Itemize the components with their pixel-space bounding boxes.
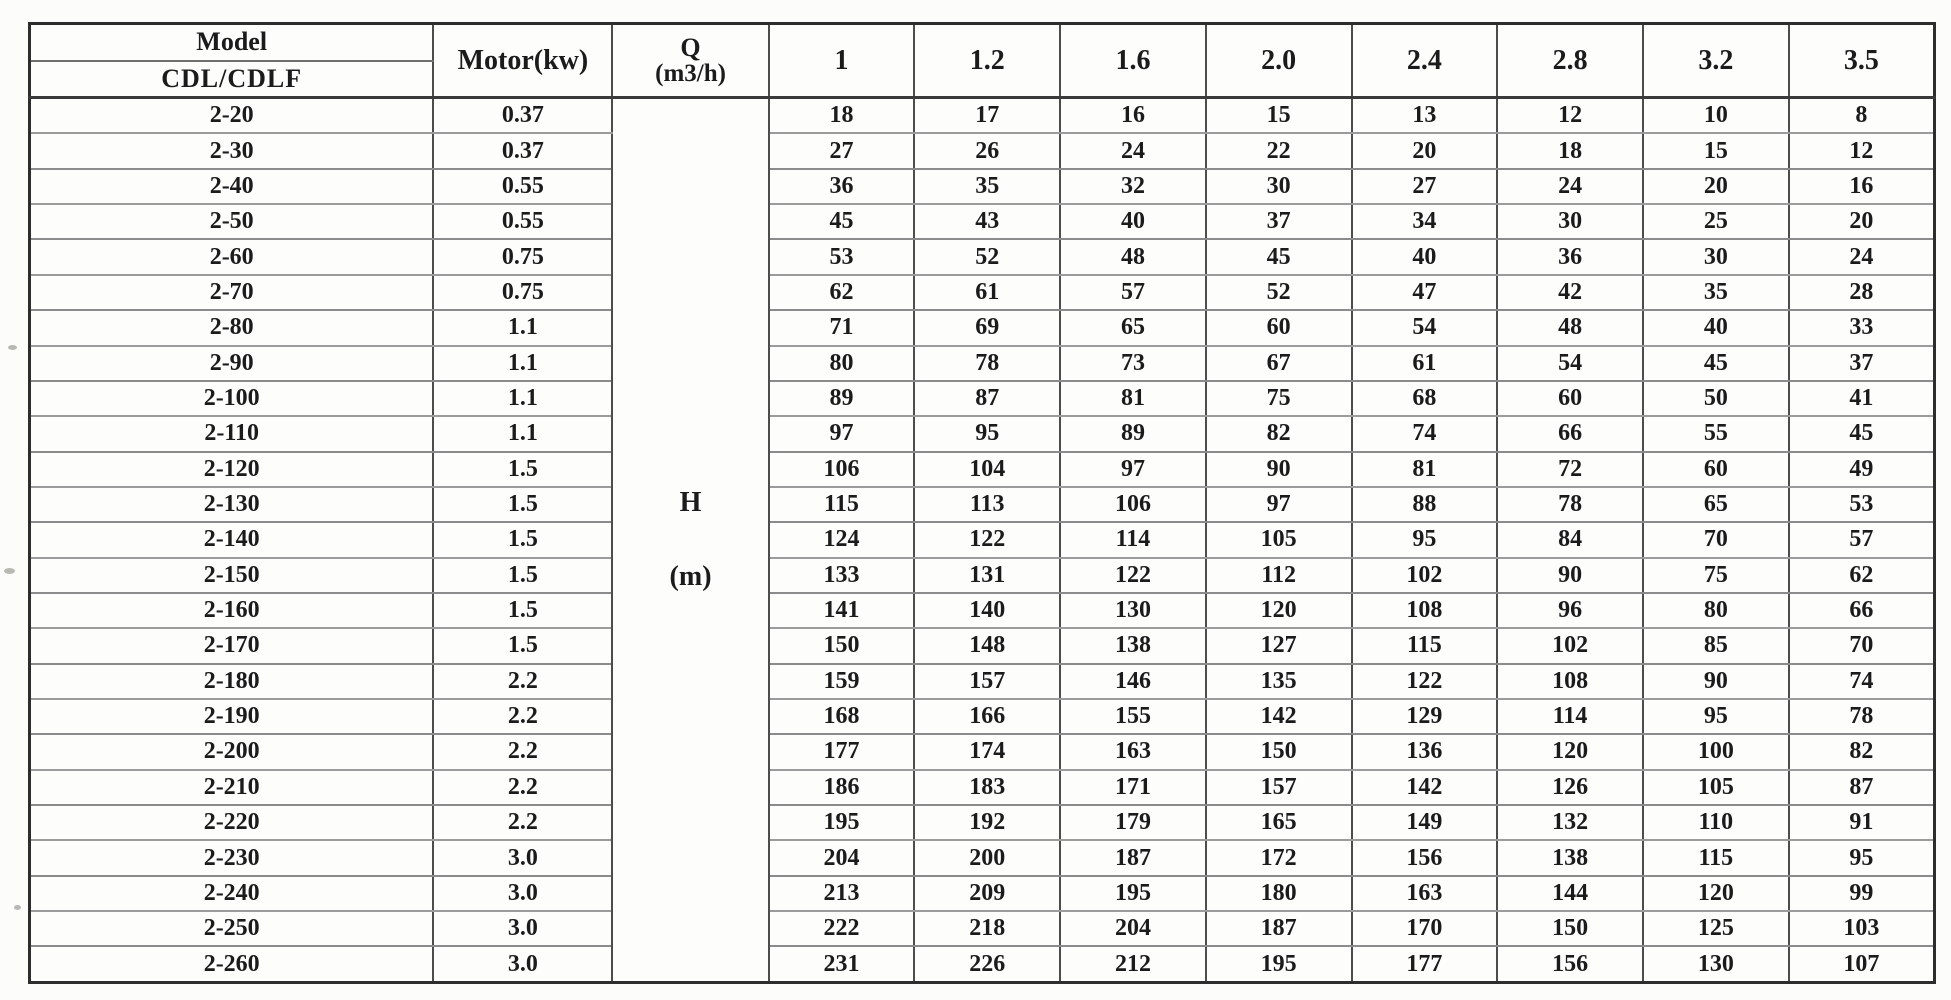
table-row [30, 946, 1935, 982]
head-value-cell: 54 [1352, 310, 1498, 345]
head-value-cell: 187 [1206, 911, 1352, 946]
head-value-cell: 49 [1789, 452, 1935, 487]
head-value-cell: 168 [769, 699, 915, 734]
head-value-cell: 60 [1497, 381, 1643, 416]
head-value-cell: 78 [914, 346, 1060, 381]
header-flowrate-value: 3.5 [1789, 24, 1935, 98]
head-value-cell: 100 [1643, 734, 1789, 769]
head-value-cell: 107 [1789, 946, 1935, 982]
head-value-cell: 97 [769, 416, 915, 451]
table-row [30, 98, 1935, 134]
head-value-cell: 61 [1352, 346, 1498, 381]
head-value-cell: 26 [914, 133, 1060, 168]
head-value-cell: 47 [1352, 275, 1498, 310]
head-value-cell: 70 [1643, 522, 1789, 557]
table-row [30, 310, 1935, 345]
model-cell: 2-80 [30, 310, 434, 345]
head-value-cell: 174 [914, 734, 1060, 769]
head-value-cell: 48 [1060, 239, 1206, 274]
head-value-cell: 138 [1497, 840, 1643, 875]
model-cell: 2-150 [30, 558, 434, 593]
head-value-cell: 82 [1206, 416, 1352, 451]
head-value-cell: 106 [769, 452, 915, 487]
table-row [30, 275, 1935, 310]
model-cell: 2-230 [30, 840, 434, 875]
head-value-cell: 126 [1497, 770, 1643, 805]
head-value-cell: 75 [1206, 381, 1352, 416]
head-value-cell: 53 [769, 239, 915, 274]
head-value-cell: 180 [1206, 876, 1352, 911]
head-value-cell: 88 [1352, 487, 1498, 522]
head-value-cell: 75 [1643, 558, 1789, 593]
head-value-cell: 53 [1789, 487, 1935, 522]
head-value-cell: 186 [769, 770, 915, 805]
head-value-cell: 45 [1206, 239, 1352, 274]
table-row [30, 911, 1935, 946]
head-value-cell: 40 [1352, 239, 1498, 274]
motor-power-cell: 0.37 [433, 98, 612, 134]
head-value-cell: 163 [1352, 876, 1498, 911]
header-flowrate-value: 1.6 [1060, 24, 1206, 98]
head-value-cell: 65 [1060, 310, 1206, 345]
head-value-cell: 132 [1497, 805, 1643, 840]
flow-symbol: Q [680, 32, 701, 62]
head-value-cell: 40 [1060, 204, 1206, 239]
head-value-cell: 37 [1789, 346, 1935, 381]
head-value-cell: 16 [1060, 98, 1206, 134]
motor-power-cell: 0.75 [433, 275, 612, 310]
head-value-cell: 57 [1060, 275, 1206, 310]
head-value-cell: 27 [1352, 169, 1498, 204]
head-value-cell: 18 [769, 98, 915, 134]
model-cell: 2-210 [30, 770, 434, 805]
model-cell: 2-30 [30, 133, 434, 168]
head-value-cell: 45 [1643, 346, 1789, 381]
head-value-cell: 62 [1789, 558, 1935, 593]
table-row [30, 133, 1935, 168]
head-value-cell: 142 [1352, 770, 1498, 805]
head-value-cell: 17 [914, 98, 1060, 134]
head-value-cell: 105 [1206, 522, 1352, 557]
head-value-cell: 20 [1352, 133, 1498, 168]
head-value-cell: 50 [1643, 381, 1789, 416]
head-symbol-label: H [679, 487, 702, 518]
head-value-cell: 35 [914, 169, 1060, 204]
head-value-cell: 120 [1497, 734, 1643, 769]
head-value-cell: 148 [914, 628, 1060, 663]
motor-power-cell: 2.2 [433, 805, 612, 840]
scan-speck [4, 568, 15, 574]
head-value-cell: 114 [1497, 699, 1643, 734]
head-value-cell: 90 [1643, 664, 1789, 699]
head-value-cell: 171 [1060, 770, 1206, 805]
head-value-cell: 192 [914, 805, 1060, 840]
table-row [30, 381, 1935, 416]
head-value-cell: 135 [1206, 664, 1352, 699]
scan-speck [8, 345, 17, 350]
head-value-cell: 78 [1497, 487, 1643, 522]
head-value-cell: 8 [1789, 98, 1935, 134]
head-value-cell: 32 [1060, 169, 1206, 204]
motor-power-cell: 3.0 [433, 911, 612, 946]
head-value-cell: 20 [1789, 204, 1935, 239]
head-value-cell: 52 [914, 239, 1060, 274]
motor-power-cell: 0.75 [433, 239, 612, 274]
head-value-cell: 66 [1789, 593, 1935, 628]
head-value-cell: 62 [769, 275, 915, 310]
head-value-cell: 149 [1352, 805, 1498, 840]
motor-power-cell: 2.2 [433, 770, 612, 805]
motor-power-cell: 1.1 [433, 381, 612, 416]
head-value-cell: 36 [1497, 239, 1643, 274]
head-value-cell: 231 [769, 946, 915, 982]
table-row [30, 664, 1935, 699]
head-value-cell: 138 [1060, 628, 1206, 663]
model-cell: 2-50 [30, 204, 434, 239]
head-value-cell: 155 [1060, 699, 1206, 734]
head-value-cell: 66 [1497, 416, 1643, 451]
pump-performance-table [28, 22, 1936, 984]
head-value-cell: 218 [914, 911, 1060, 946]
head-value-cell: 125 [1643, 911, 1789, 946]
head-value-cell: 43 [914, 204, 1060, 239]
head-value-cell: 108 [1352, 593, 1498, 628]
head-value-cell: 69 [914, 310, 1060, 345]
model-cell: 2-20 [30, 98, 434, 134]
motor-power-cell: 1.1 [433, 416, 612, 451]
header-flowrate-value: 2.8 [1497, 24, 1643, 98]
model-cell: 2-170 [30, 628, 434, 663]
model-cell: 2-160 [30, 593, 434, 628]
motor-power-cell: 0.55 [433, 204, 612, 239]
model-cell: 2-40 [30, 169, 434, 204]
head-value-cell: 78 [1789, 699, 1935, 734]
head-value-cell: 120 [1206, 593, 1352, 628]
head-value-cell: 45 [1789, 416, 1935, 451]
motor-power-cell: 0.37 [433, 133, 612, 168]
head-value-cell: 80 [769, 346, 915, 381]
head-value-cell: 129 [1352, 699, 1498, 734]
model-cell: 2-200 [30, 734, 434, 769]
head-value-cell: 108 [1497, 664, 1643, 699]
motor-power-cell: 1.5 [433, 452, 612, 487]
head-value-cell: 67 [1206, 346, 1352, 381]
head-value-cell: 142 [1206, 699, 1352, 734]
header-motor-label: Motor(kw) [433, 24, 612, 98]
head-value-cell: 18 [1497, 133, 1643, 168]
head-value-cell: 157 [1206, 770, 1352, 805]
head-value-cell: 74 [1789, 664, 1935, 699]
table-row [30, 169, 1935, 204]
head-value-cell: 141 [769, 593, 915, 628]
head-value-cell: 35 [1643, 275, 1789, 310]
table-row [30, 416, 1935, 451]
head-value-cell: 209 [914, 876, 1060, 911]
head-value-cell: 114 [1060, 522, 1206, 557]
flow-unit: (m3/h) [655, 60, 726, 88]
head-value-cell: 110 [1643, 805, 1789, 840]
head-value-cell: 97 [1060, 452, 1206, 487]
head-value-cell: 71 [769, 310, 915, 345]
head-value-cell: 179 [1060, 805, 1206, 840]
motor-power-cell: 2.2 [433, 699, 612, 734]
motor-power-cell: 3.0 [433, 840, 612, 875]
head-value-cell: 165 [1206, 805, 1352, 840]
head-value-cell: 200 [914, 840, 1060, 875]
head-value-cell: 156 [1352, 840, 1498, 875]
table-row [30, 840, 1935, 875]
head-value-cell: 48 [1497, 310, 1643, 345]
table-row [30, 805, 1935, 840]
head-value-cell: 183 [914, 770, 1060, 805]
head-value-cell: 120 [1643, 876, 1789, 911]
model-cell: 2-240 [30, 876, 434, 911]
head-value-cell: 170 [1352, 911, 1498, 946]
model-cell: 2-110 [30, 416, 434, 451]
head-value-cell: 10 [1643, 98, 1789, 134]
head-value-cell: 95 [1789, 840, 1935, 875]
head-value-cell: 122 [1352, 664, 1498, 699]
table-row [30, 346, 1935, 381]
head-value-cell: 95 [1352, 522, 1498, 557]
motor-power-cell: 1.5 [433, 522, 612, 557]
model-cell: 2-220 [30, 805, 434, 840]
motor-power-cell: 2.2 [433, 664, 612, 699]
head-value-cell: 187 [1060, 840, 1206, 875]
head-value-cell: 12 [1497, 98, 1643, 134]
head-value-cell: 150 [769, 628, 915, 663]
head-value-cell: 96 [1497, 593, 1643, 628]
table-row [30, 734, 1935, 769]
head-value-cell: 97 [1206, 487, 1352, 522]
model-cell: 2-260 [30, 946, 434, 982]
head-value-cell: 106 [1060, 487, 1206, 522]
table-row [30, 699, 1935, 734]
head-value-cell: 127 [1206, 628, 1352, 663]
head-value-cell: 172 [1206, 840, 1352, 875]
head-value-cell: 24 [1060, 133, 1206, 168]
table-row [30, 558, 1935, 593]
head-value-cell: 102 [1352, 558, 1498, 593]
head-value-cell: 36 [769, 169, 915, 204]
model-cell: 2-180 [30, 664, 434, 699]
head-value-cell: 150 [1497, 911, 1643, 946]
head-value-cell: 42 [1497, 275, 1643, 310]
head-unit-cell [612, 98, 768, 983]
head-unit-label: (m) [669, 561, 712, 592]
head-value-cell: 40 [1643, 310, 1789, 345]
head-value-cell: 122 [1060, 558, 1206, 593]
head-value-cell: 33 [1789, 310, 1935, 345]
head-value-cell: 30 [1206, 169, 1352, 204]
head-value-cell: 65 [1643, 487, 1789, 522]
head-value-cell: 70 [1789, 628, 1935, 663]
head-value-cell: 163 [1060, 734, 1206, 769]
head-value-cell: 212 [1060, 946, 1206, 982]
head-value-cell: 95 [914, 416, 1060, 451]
scan-speck [14, 905, 21, 910]
head-value-cell: 156 [1497, 946, 1643, 982]
head-value-cell: 131 [914, 558, 1060, 593]
motor-power-cell: 1.5 [433, 558, 612, 593]
motor-power-cell: 0.55 [433, 169, 612, 204]
header-model-label: Model [30, 24, 434, 61]
motor-power-cell: 3.0 [433, 946, 612, 982]
head-value-cell: 55 [1643, 416, 1789, 451]
head-value-cell: 22 [1206, 133, 1352, 168]
motor-power-cell: 1.5 [433, 628, 612, 663]
model-cell: 2-130 [30, 487, 434, 522]
head-value-cell: 60 [1643, 452, 1789, 487]
table-row [30, 770, 1935, 805]
head-value-cell: 45 [769, 204, 915, 239]
head-value-cell: 37 [1206, 204, 1352, 239]
head-value-cell: 68 [1352, 381, 1498, 416]
head-value-cell: 104 [914, 452, 1060, 487]
head-value-cell: 13 [1352, 98, 1498, 134]
head-value-cell: 112 [1206, 558, 1352, 593]
head-value-cell: 30 [1643, 239, 1789, 274]
head-value-cell: 130 [1643, 946, 1789, 982]
model-cell: 2-140 [30, 522, 434, 557]
table-row [30, 593, 1935, 628]
head-value-cell: 115 [769, 487, 915, 522]
head-value-cell: 24 [1497, 169, 1643, 204]
table-row [30, 876, 1935, 911]
header-flowrate-value: 2.0 [1206, 24, 1352, 98]
head-value-cell: 195 [1206, 946, 1352, 982]
model-cell: 2-120 [30, 452, 434, 487]
head-value-cell: 57 [1789, 522, 1935, 557]
head-value-cell: 177 [1352, 946, 1498, 982]
head-value-cell: 90 [1206, 452, 1352, 487]
head-value-cell: 204 [769, 840, 915, 875]
header-flowrate-value: 3.2 [1643, 24, 1789, 98]
header-flow-label [612, 24, 768, 98]
head-value-cell: 30 [1497, 204, 1643, 239]
table-row [30, 522, 1935, 557]
head-value-cell: 27 [769, 133, 915, 168]
table-row [30, 239, 1935, 274]
motor-power-cell: 3.0 [433, 876, 612, 911]
head-value-cell: 144 [1497, 876, 1643, 911]
model-cell: 2-60 [30, 239, 434, 274]
head-value-cell: 87 [914, 381, 1060, 416]
head-value-cell: 24 [1789, 239, 1935, 274]
head-value-cell: 52 [1206, 275, 1352, 310]
head-value-cell: 105 [1643, 770, 1789, 805]
head-value-cell: 60 [1206, 310, 1352, 345]
head-value-cell: 95 [1643, 699, 1789, 734]
head-value-cell: 84 [1497, 522, 1643, 557]
head-value-cell: 54 [1497, 346, 1643, 381]
head-value-cell: 195 [769, 805, 915, 840]
head-value-cell: 122 [914, 522, 1060, 557]
head-value-cell: 136 [1352, 734, 1498, 769]
head-value-cell: 102 [1497, 628, 1643, 663]
head-value-cell: 150 [1206, 734, 1352, 769]
motor-power-cell: 1.5 [433, 487, 612, 522]
model-cell: 2-100 [30, 381, 434, 416]
motor-power-cell: 1.5 [433, 593, 612, 628]
header-flowrate-value: 2.4 [1352, 24, 1498, 98]
model-cell: 2-70 [30, 275, 434, 310]
head-value-cell: 73 [1060, 346, 1206, 381]
head-value-cell: 213 [769, 876, 915, 911]
head-value-cell: 124 [769, 522, 915, 557]
head-value-cell: 177 [769, 734, 915, 769]
table-row [30, 452, 1935, 487]
head-value-cell: 115 [1643, 840, 1789, 875]
head-value-cell: 195 [1060, 876, 1206, 911]
head-value-cell: 81 [1352, 452, 1498, 487]
table-row [30, 487, 1935, 522]
head-value-cell: 34 [1352, 204, 1498, 239]
header-flowrate-value: 1 [769, 24, 915, 98]
head-value-cell: 89 [769, 381, 915, 416]
head-value-cell: 16 [1789, 169, 1935, 204]
header-flowrate-value: 1.2 [914, 24, 1060, 98]
head-value-cell: 130 [1060, 593, 1206, 628]
head-value-cell: 85 [1643, 628, 1789, 663]
head-value-cell: 80 [1643, 593, 1789, 628]
table-header [30, 24, 1935, 98]
head-value-cell: 72 [1497, 452, 1643, 487]
head-value-cell: 99 [1789, 876, 1935, 911]
head-value-cell: 41 [1789, 381, 1935, 416]
head-value-cell: 25 [1643, 204, 1789, 239]
model-cell: 2-90 [30, 346, 434, 381]
head-value-cell: 90 [1497, 558, 1643, 593]
header-series-label: CDL/CDLF [30, 61, 434, 98]
head-value-cell: 20 [1643, 169, 1789, 204]
motor-power-cell: 1.1 [433, 346, 612, 381]
head-value-cell: 81 [1060, 381, 1206, 416]
head-value-cell: 91 [1789, 805, 1935, 840]
table-row [30, 628, 1935, 663]
head-value-cell: 115 [1352, 628, 1498, 663]
head-value-cell: 12 [1789, 133, 1935, 168]
motor-power-cell: 2.2 [433, 734, 612, 769]
motor-power-cell: 1.1 [433, 310, 612, 345]
head-value-cell: 74 [1352, 416, 1498, 451]
head-value-cell: 82 [1789, 734, 1935, 769]
model-cell: 2-250 [30, 911, 434, 946]
head-value-cell: 140 [914, 593, 1060, 628]
head-value-cell: 87 [1789, 770, 1935, 805]
table-row [30, 204, 1935, 239]
head-value-cell: 157 [914, 664, 1060, 699]
head-value-cell: 133 [769, 558, 915, 593]
head-value-cell: 61 [914, 275, 1060, 310]
head-value-cell: 113 [914, 487, 1060, 522]
head-value-cell: 222 [769, 911, 915, 946]
head-value-cell: 146 [1060, 664, 1206, 699]
head-value-cell: 226 [914, 946, 1060, 982]
head-value-cell: 89 [1060, 416, 1206, 451]
head-value-cell: 28 [1789, 275, 1935, 310]
head-value-cell: 204 [1060, 911, 1206, 946]
model-cell: 2-190 [30, 699, 434, 734]
pump-table-body [30, 98, 1935, 983]
head-value-cell: 166 [914, 699, 1060, 734]
head-value-cell: 15 [1206, 98, 1352, 134]
head-value-cell: 15 [1643, 133, 1789, 168]
head-value-cell: 103 [1789, 911, 1935, 946]
head-value-cell: 159 [769, 664, 915, 699]
